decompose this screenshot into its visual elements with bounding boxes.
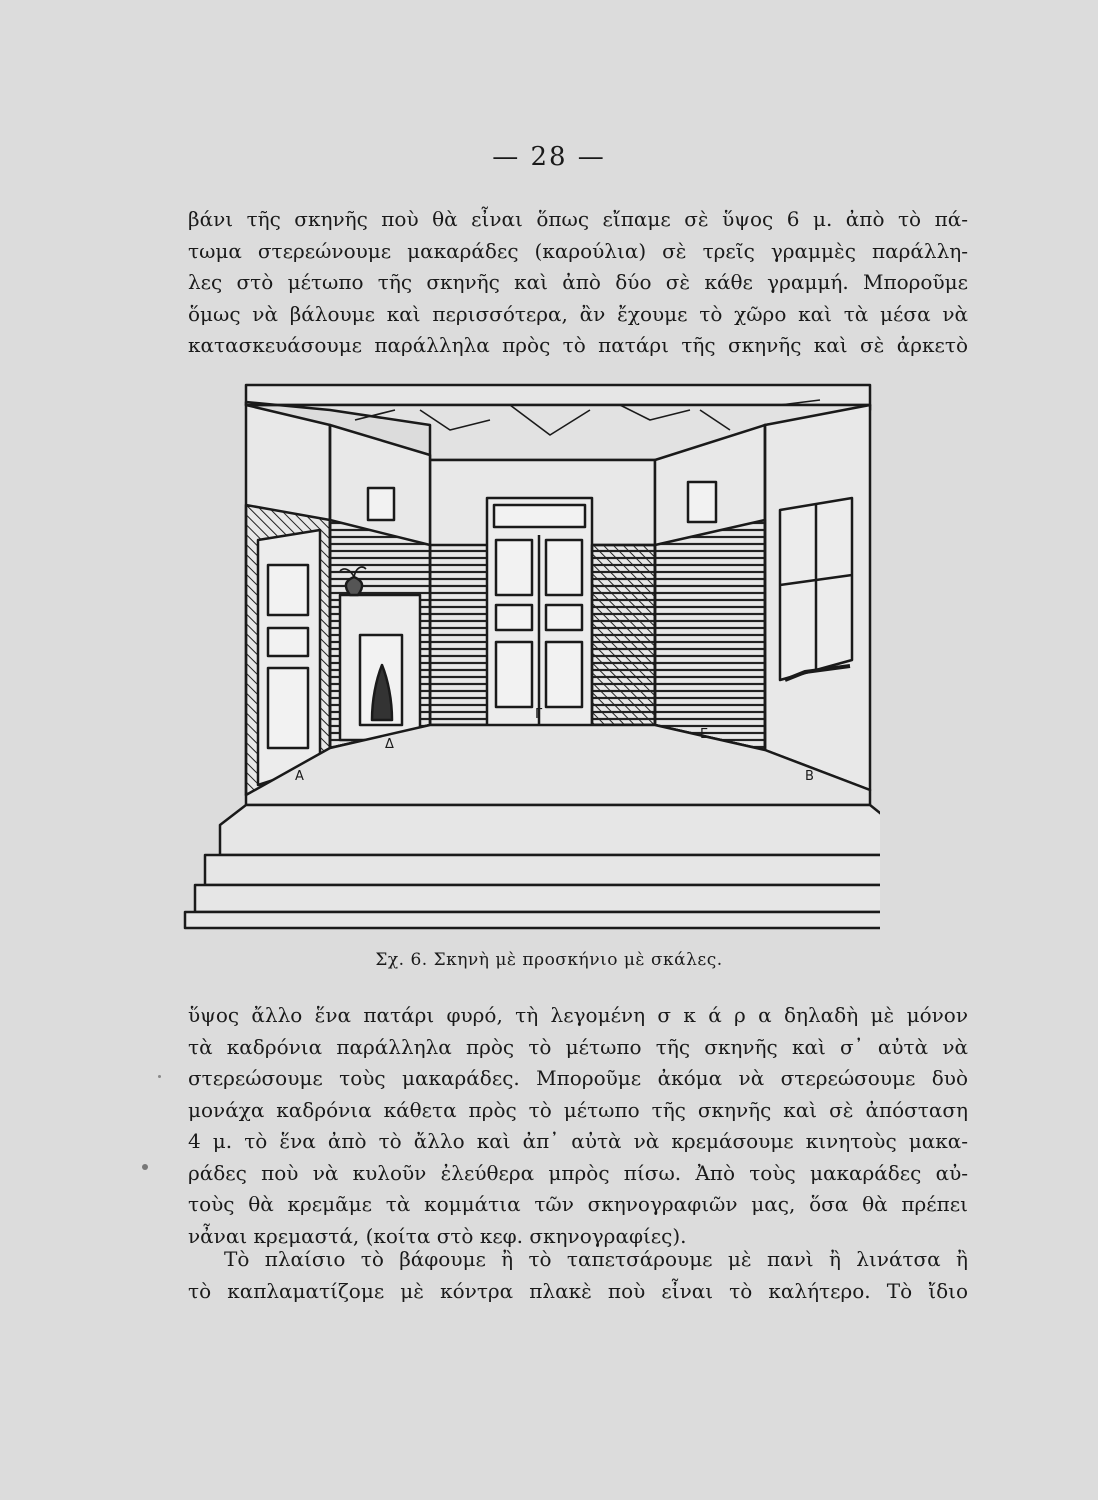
text-line: ὅμως νὰ βάλουμε καὶ περισσότερα, ἂν ἔχουμε τὸ χῶρο καὶ τὰ μέσα νὰ xyxy=(188,301,968,326)
text-line: μονάχα καδρόνια κάθετα πρὸς τὸ μέτωπο τῆς σκηνῆς καὶ σὲ ἀπόσταση xyxy=(188,1097,968,1122)
step-2 xyxy=(195,885,880,912)
text-line: τὰ καδρόνια παράλληλα πρὸς τὸ μέτωπο τῆς σκηνῆς καὶ σ᾿ αὐτὰ νὰ xyxy=(188,1034,968,1059)
label-b: Β xyxy=(805,769,814,784)
text-line: βάνι τῆς σκηνῆς ποὺ θὰ εἶναι ὅπως εἴπαμε σὲ ὕψος 6 μ. ἀπὸ τὸ πά- xyxy=(188,207,968,231)
picture-frame-right xyxy=(688,482,716,522)
paragraph-2 xyxy=(188,1000,968,1252)
text-line: 4 μ. τὸ ἕνα ἀπὸ τὸ ἄλλο καὶ ἀπ᾿ αὐτὰ νὰ κρεμάσουμε κινητοὺς μακα- xyxy=(188,1129,968,1153)
label-a: Α xyxy=(295,769,304,784)
figure-caption: Σχ. 6. Σκηνὴ μὲ προσκήνιο μὲ σκάλες. xyxy=(375,950,723,970)
text-line: Τὸ πλαίσιο τὸ βάφουμε ἢ τὸ ταπετσάρουμε μὲ πανὶ ἢ λινάτσα ἢ xyxy=(224,1247,968,1271)
text-line: ράδες ποὺ νὰ κυλοῦν ἐλεύθερα μπρὸς πίσω. Ἀπὸ τοὺς μακαράδες αὐ- xyxy=(188,1160,968,1185)
paragraph-1 xyxy=(188,204,968,362)
text-line: στερεώσουμε τοὺς μακαράδες. Μποροῦμε ἀκόμα νὰ στερεώσουμε δυὸ xyxy=(188,1066,968,1090)
stage-illustration xyxy=(180,380,880,930)
text-line: κατασκευάσουμε παράλληλα πρὸς τὸ πατάρι τῆς σκηνῆς καὶ σὲ ἀρκετὸ xyxy=(188,333,968,357)
text-line: ὕψος ἄλλο ἕνα πατάρι φυρό, τὴ λεγομένη σ κ ά ρ α δηλαδὴ μὲ μόνον xyxy=(188,1003,968,1027)
picture-frame-left xyxy=(368,488,394,520)
label-e: Ε xyxy=(700,727,709,742)
text-line: τοὺς θὰ κρεμᾶμε τὰ κομμάτια τῶν σκηνογραφιῶν μας, ὅσα θὰ πρέπει xyxy=(188,1192,968,1216)
label-d: Δ xyxy=(385,737,394,752)
proscenium-front xyxy=(220,805,880,855)
ink-speck xyxy=(142,1164,148,1170)
ink-speck xyxy=(158,1075,161,1078)
text-line: λες στὸ μέτωπο τῆς σκηνῆς καὶ ἀπὸ δύο σὲ κάθε γραμμή. Μποροῦμε xyxy=(188,270,968,294)
text-line: νἆναι κρεμαστά, (κοίτα στὸ κεφ. σκηνογραφίες). xyxy=(188,1223,687,1248)
page-number: — 28 — xyxy=(492,142,606,172)
label-g: Γ xyxy=(535,707,543,722)
ceiling xyxy=(246,385,870,405)
text-line: τωμα στερεώνουμε μακαράδες (καρούλια) σὲ τρεῖς γραμμὲς παράλλη- xyxy=(188,238,968,263)
step-3 xyxy=(185,912,880,928)
text-line: τὸ καπλαματίζομε μὲ κόντρα πλακὲ ποὺ εἶναι τὸ καλήτερο. Τὸ ἴδιο xyxy=(188,1278,968,1303)
step-1 xyxy=(205,855,880,885)
paragraph-3 xyxy=(188,1244,968,1307)
vase xyxy=(346,577,362,595)
